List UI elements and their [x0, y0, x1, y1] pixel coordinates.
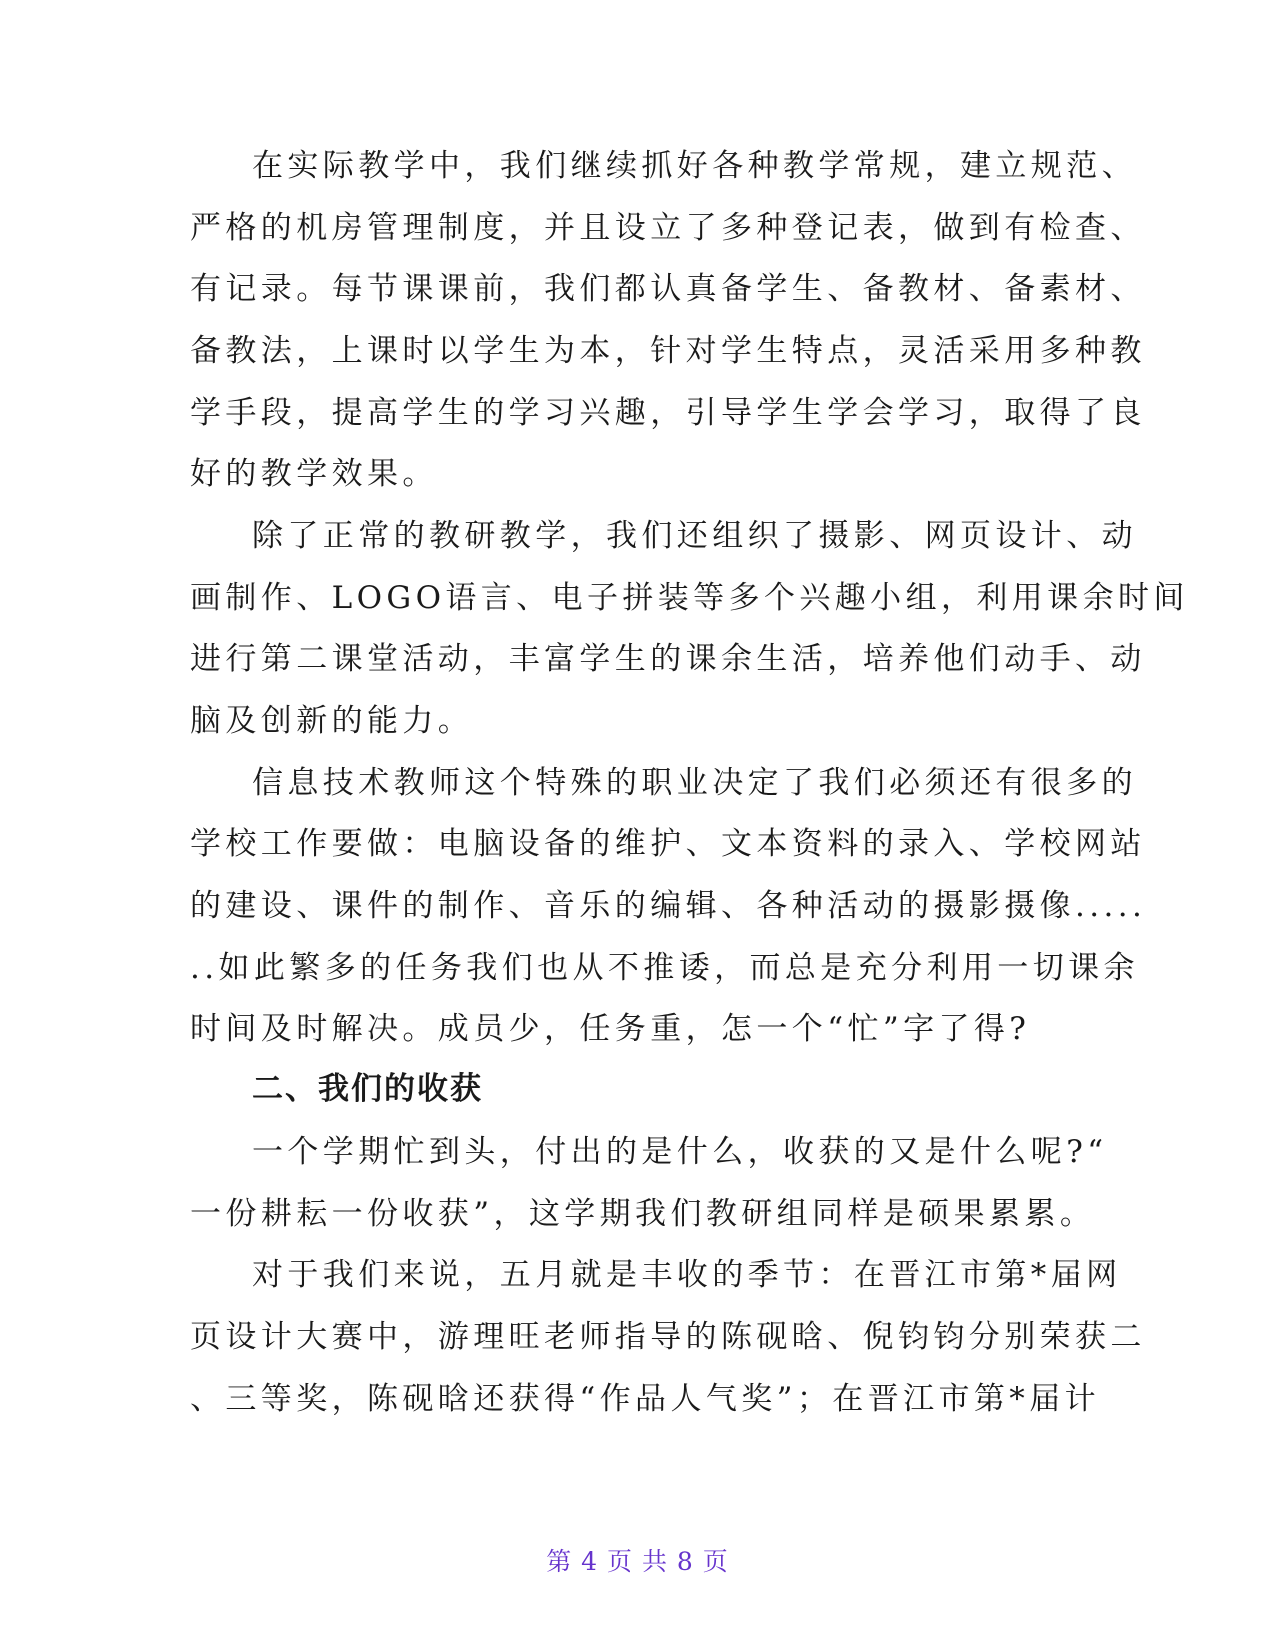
paragraph-3-line-2: 学校工作要做：电脑设备的维护、文本资料的录入、学校网站 — [190, 826, 1146, 862]
paragraph-3-line-3: 的建设、课件的制作、音乐的编辑、各种活动的摄影摄像..... — [190, 888, 1147, 924]
paragraph-3-line-5: 时间及时解决。成员少，任务重，怎一个“忙”字了得? — [190, 1011, 1031, 1047]
paragraph-5-line-3: 、三等奖，陈砚晗还获得“作品人气奖”；在晋江市第*届计 — [190, 1381, 1100, 1417]
paragraph-1-line-4: 备教法，上课时以学生为本，针对学生特点，灵活采用多种教 — [190, 333, 1146, 369]
paragraph-1-line-2: 严格的机房管理制度，并且设立了多种登记表，做到有检查、 — [190, 210, 1146, 246]
paragraph-1-line-3: 有记录。每节课课前，我们都认真备学生、备教材、备素材、 — [190, 271, 1146, 307]
page-number-footer: 第 4 页 共 8 页 — [546, 1547, 729, 1576]
paragraph-3-line-4: ..如此繁多的任务我们也从不推诿，而总是充分利用一切课余 — [190, 950, 1139, 986]
paragraph-1-line-6: 好的教学效果。 — [190, 456, 438, 492]
paragraph-3-line-1: 信息技术教师这个特殊的职业决定了我们必须还有很多的 — [252, 765, 1137, 801]
section-heading: 二、我们的收获 — [252, 1071, 483, 1107]
paragraph-5-line-1: 对于我们来说，五月就是丰收的季节：在晋江市第*届网 — [252, 1257, 1122, 1293]
paragraph-1-line-5: 学手段，提高学生的学习兴趣，引导学生学会学习，取得了良 — [190, 395, 1146, 431]
paragraph-2-line-2: 画制作、LOGO语言、电子拼装等多个兴趣小组，利用课余时间 — [190, 580, 1189, 616]
paragraph-5-line-2: 页设计大赛中，游理旺老师指导的陈砚晗、倪钧钧分别荣获二 — [190, 1319, 1146, 1355]
paragraph-4-line-1: 一个学期忙到头，付出的是什么，收获的又是什么呢?“ — [252, 1134, 1108, 1170]
paragraph-2-line-1: 除了正常的教研教学，我们还组织了摄影、网页设计、动 — [252, 518, 1137, 554]
paragraph-2-line-4: 脑及创新的能力。 — [190, 703, 474, 739]
paragraph-2-line-3: 进行第二课堂活动，丰富学生的课余生活，培养他们动手、动 — [190, 641, 1146, 677]
paragraph-1-line-1: 在实际教学中，我们继续抓好各种教学常规，建立规范、 — [252, 148, 1137, 184]
paragraph-4-line-2: 一份耕耘一份收获”，这学期我们教研组同样是硕果累累。 — [190, 1196, 1096, 1232]
